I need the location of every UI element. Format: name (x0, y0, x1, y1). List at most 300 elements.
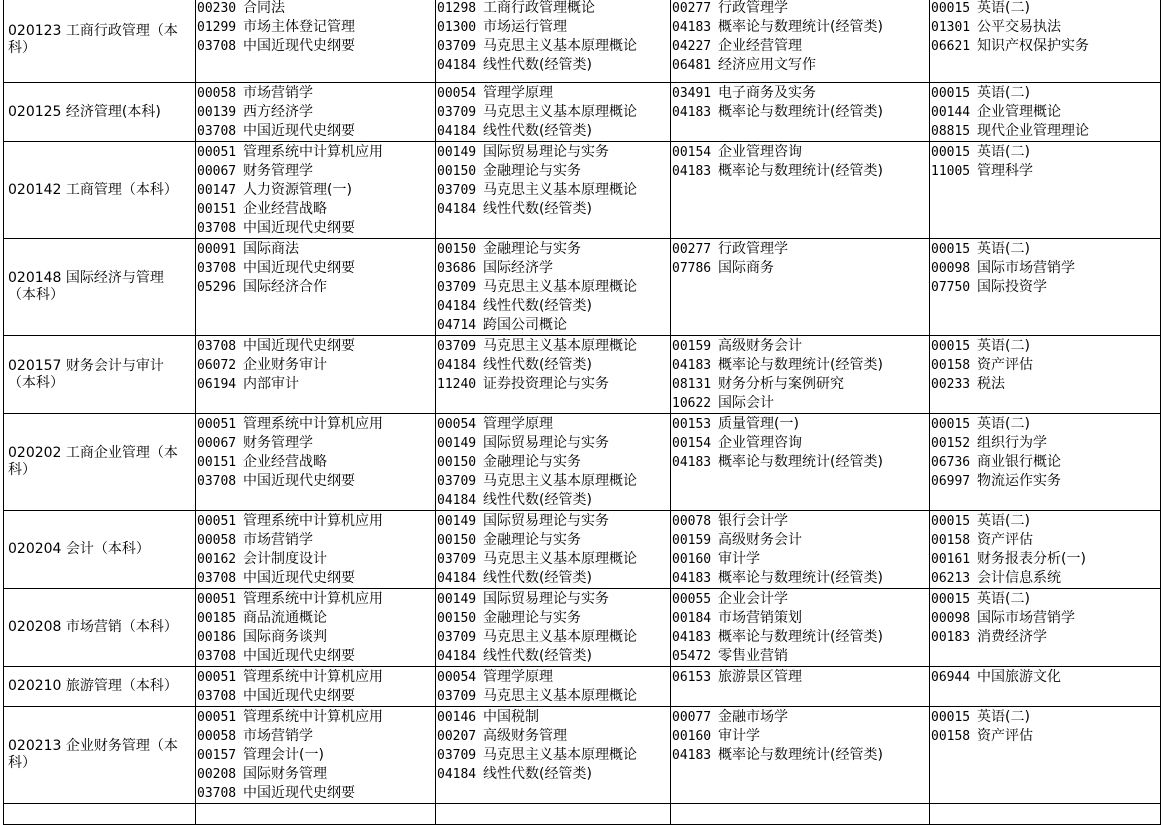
course-entry (436, 103, 670, 122)
course-code: 00183 (931, 630, 971, 645)
course-code: 03686 (437, 261, 477, 276)
course-name: 市场营销学 (243, 728, 313, 744)
course-entry (436, 143, 670, 162)
course-code: 00150 (437, 164, 477, 179)
course-name: 英语(二) (977, 241, 1030, 257)
exam-slot-cell (930, 414, 1161, 511)
course-code: 06072 (197, 358, 237, 373)
exam-slot-cell (671, 511, 930, 589)
course-code: 04184 (437, 358, 477, 373)
course-code: 01300 (437, 20, 477, 35)
exam-slot-cell (671, 336, 930, 414)
course-code: 00015 (931, 592, 971, 607)
course-code: 06481 (672, 58, 712, 73)
course-entry (436, 84, 670, 103)
course-name: 英语(二) (977, 513, 1030, 529)
course-entry (930, 434, 1160, 453)
course-entry (436, 240, 670, 259)
course-code: 00150 (437, 455, 477, 470)
course-entry (930, 259, 1160, 278)
course-code: 04227 (672, 39, 712, 54)
course-name: 管理系统中计算机应用 (243, 709, 383, 725)
course-code: 03709 (437, 689, 477, 704)
course-entry (436, 0, 670, 18)
course-code: 00058 (197, 729, 237, 744)
course-entry (196, 84, 435, 103)
course-entry (671, 746, 929, 765)
course-entry (930, 453, 1160, 472)
course-name: 企业经营战略 (243, 454, 327, 470)
major-row (4, 0, 1161, 83)
course-code: 04183 (672, 630, 712, 645)
course-entry (930, 569, 1160, 588)
course-code: 06153 (672, 670, 712, 685)
course-entry (196, 122, 435, 141)
course-code: 00151 (197, 202, 237, 217)
course-entry (196, 103, 435, 122)
course-code: 00058 (197, 86, 237, 101)
course-code: 06213 (931, 571, 971, 586)
course-entry (671, 240, 929, 259)
course-name: 管理学原理 (483, 669, 553, 685)
exam-slot-cell (436, 142, 671, 239)
exam-slot-cell (671, 142, 930, 239)
course-name: 工商行政管理概论 (483, 0, 595, 16)
course-code: 06997 (931, 474, 971, 489)
exam-slot-cell (196, 667, 436, 707)
course-name: 概率论与数理统计(经管类) (718, 747, 883, 763)
course-entry (436, 37, 670, 56)
course-code: 00015 (931, 1, 971, 16)
course-name: 高级财务会计 (718, 338, 802, 354)
major-row (4, 707, 1161, 804)
exam-slot-cell (436, 414, 671, 511)
course-code: 00015 (931, 417, 971, 432)
course-name: 英语(二) (977, 85, 1030, 101)
course-code: 00158 (931, 729, 971, 744)
course-code: 11005 (931, 164, 971, 179)
course-code: 00153 (672, 417, 712, 432)
course-entry (436, 259, 670, 278)
course-name: 英语(二) (977, 0, 1030, 16)
course-entry (671, 56, 929, 75)
exam-schedule-table (3, 0, 1161, 825)
course-name: 中国近现代史纲要 (243, 260, 355, 276)
course-code: 03708 (197, 221, 237, 236)
course-code: 03709 (437, 630, 477, 645)
course-code: 00159 (672, 339, 712, 354)
exam-slot-cell (671, 667, 930, 707)
major-name: 020123 工商行政管理（本科） (4, 0, 196, 83)
exam-slot-cell (930, 667, 1161, 707)
course-name: 国际贸易理论与实务 (483, 591, 609, 607)
course-code: 04184 (437, 202, 477, 217)
course-code: 04183 (672, 358, 712, 373)
course-name: 管理系统中计算机应用 (243, 144, 383, 160)
exam-slot-cell (671, 707, 930, 804)
course-code: 00051 (197, 710, 237, 725)
course-name: 国际会计 (718, 395, 774, 411)
course-code: 03708 (197, 39, 237, 54)
course-code: 07786 (672, 261, 712, 276)
course-code: 00160 (672, 552, 712, 567)
empty-cell (930, 804, 1161, 825)
course-name: 马克思主义基本原理概论 (483, 629, 637, 645)
exam-slot-cell (196, 83, 436, 142)
course-code: 00277 (672, 242, 712, 257)
course-code: 00067 (197, 164, 237, 179)
course-code: 03708 (197, 786, 237, 801)
course-name: 公平交易执法 (977, 19, 1061, 35)
exam-slot-cell (930, 239, 1161, 336)
course-entry (196, 375, 435, 394)
course-code: 03709 (437, 105, 477, 120)
course-name: 市场营销策划 (718, 610, 802, 626)
course-name: 物流运作实务 (977, 473, 1061, 489)
course-code: 00160 (672, 729, 712, 744)
course-name: 行政管理学 (718, 241, 788, 257)
course-code: 00186 (197, 630, 237, 645)
course-code: 00051 (197, 670, 237, 685)
exam-slot-cell (930, 589, 1161, 667)
exam-schedule-body (4, 0, 1161, 825)
major-name: 020208 市场营销（本科） (4, 589, 196, 667)
exam-slot-cell (930, 336, 1161, 414)
course-code: 04184 (437, 124, 477, 139)
course-code: 00051 (197, 514, 237, 529)
course-name: 财务管理学 (243, 163, 313, 179)
course-code: 00015 (931, 514, 971, 529)
course-entry (436, 200, 670, 219)
course-name: 概率论与数理统计(经管类) (718, 629, 883, 645)
course-entry (436, 531, 670, 550)
course-name: 马克思主义基本原理概论 (483, 473, 637, 489)
course-entry (930, 472, 1160, 491)
course-code: 00051 (197, 145, 237, 160)
course-entry (436, 491, 670, 510)
course-entry (196, 746, 435, 765)
course-name: 金融理论与实务 (483, 163, 581, 179)
course-name: 国际财务管理 (243, 766, 327, 782)
exam-slot-cell (196, 589, 436, 667)
course-name: 中国近现代史纲要 (243, 473, 355, 489)
course-code: 04183 (672, 748, 712, 763)
course-entry (930, 278, 1160, 297)
course-entry (671, 453, 929, 472)
course-entry (436, 727, 670, 746)
course-code: 06944 (931, 670, 971, 685)
course-code: 04184 (437, 493, 477, 508)
course-code: 03708 (197, 689, 237, 704)
course-name: 审计学 (718, 728, 760, 744)
exam-slot-cell (671, 83, 930, 142)
course-name: 概率论与数理统计(经管类) (718, 570, 883, 586)
course-name: 西方经济学 (243, 104, 313, 120)
course-name: 现代企业管理理论 (977, 123, 1089, 139)
course-code: 00151 (197, 455, 237, 470)
course-name: 金融理论与实务 (483, 610, 581, 626)
course-entry (196, 609, 435, 628)
major-name: 020213 企业财务管理（本科） (4, 707, 196, 804)
course-code: 00051 (197, 417, 237, 432)
course-entry (196, 415, 435, 434)
course-entry (671, 394, 929, 413)
course-name: 马克思主义基本原理概论 (483, 279, 637, 295)
course-entry (671, 0, 929, 18)
course-name: 资产评估 (977, 532, 1033, 548)
course-code: 03709 (437, 183, 477, 198)
major-name: 020125 经济管理(本科) (4, 83, 196, 142)
course-code: 04183 (672, 164, 712, 179)
course-code: 00015 (931, 86, 971, 101)
course-code: 03709 (437, 748, 477, 763)
course-entry (436, 765, 670, 784)
course-entry (196, 0, 435, 18)
course-name: 国际投资学 (977, 279, 1047, 295)
course-entry (436, 569, 670, 588)
course-name: 企业会计学 (718, 591, 788, 607)
course-name: 管理会计(一) (243, 747, 324, 763)
course-entry (671, 647, 929, 666)
course-code: 10622 (672, 396, 712, 411)
course-name: 知识产权保护实务 (977, 38, 1089, 54)
course-code: 03708 (197, 474, 237, 489)
course-name: 行政管理学 (718, 0, 788, 16)
empty-cell (436, 804, 671, 825)
course-entry (436, 56, 670, 75)
course-entry (671, 628, 929, 647)
course-entry (671, 356, 929, 375)
course-name: 商业银行概论 (977, 454, 1061, 470)
course-entry (196, 531, 435, 550)
course-entry (436, 162, 670, 181)
course-entry (671, 337, 929, 356)
course-entry (196, 628, 435, 647)
course-entry (930, 122, 1160, 141)
course-entry (196, 240, 435, 259)
course-code: 00054 (437, 86, 477, 101)
course-name: 管理学原理 (483, 85, 553, 101)
course-entry (196, 708, 435, 727)
course-entry (436, 337, 670, 356)
course-name: 中国近现代史纲要 (243, 220, 355, 236)
course-name: 马克思主义基本原理概论 (483, 747, 637, 763)
course-name: 国际贸易理论与实务 (483, 435, 609, 451)
course-name: 管理科学 (977, 163, 1033, 179)
course-name: 线性代数(经管类) (483, 357, 592, 373)
course-code: 05296 (197, 280, 237, 295)
course-entry (930, 162, 1160, 181)
course-code: 03491 (672, 86, 712, 101)
course-name: 企业经营战略 (243, 201, 327, 217)
course-name: 马克思主义基本原理概论 (483, 104, 637, 120)
course-entry (436, 609, 670, 628)
course-entry (436, 122, 670, 141)
course-code: 00149 (437, 145, 477, 160)
course-code: 03709 (437, 280, 477, 295)
course-code: 00054 (437, 417, 477, 432)
course-entry (436, 297, 670, 316)
course-entry (930, 531, 1160, 550)
course-entry (671, 162, 929, 181)
exam-slot-cell (196, 239, 436, 336)
course-entry (436, 746, 670, 765)
course-code: 00233 (931, 377, 971, 392)
major-row (4, 336, 1161, 414)
empty-cell (4, 804, 196, 825)
course-code: 00015 (931, 710, 971, 725)
course-name: 英语(二) (977, 144, 1030, 160)
course-name: 管理学原理 (483, 416, 553, 432)
course-name: 合同法 (243, 0, 285, 16)
course-name: 会计信息系统 (977, 570, 1061, 586)
course-name: 线性代数(经管类) (483, 298, 592, 314)
course-entry (436, 512, 670, 531)
course-code: 03709 (437, 39, 477, 54)
course-entry (436, 375, 670, 394)
course-code: 04184 (437, 571, 477, 586)
course-entry (196, 181, 435, 200)
course-code: 04714 (437, 318, 477, 333)
exam-slot-cell (930, 511, 1161, 589)
course-entry (671, 259, 929, 278)
major-name: 020157 财务会计与审计（本科） (4, 336, 196, 414)
course-code: 00208 (197, 767, 237, 782)
empty-cell (196, 804, 436, 825)
course-code: 07750 (931, 280, 971, 295)
course-code: 00058 (197, 533, 237, 548)
course-entry (196, 453, 435, 472)
course-entry (436, 708, 670, 727)
course-code: 04183 (672, 571, 712, 586)
course-code: 00055 (672, 592, 712, 607)
course-entry (196, 356, 435, 375)
course-name: 电子商务及实务 (718, 85, 816, 101)
course-name: 国际经济合作 (243, 279, 327, 295)
course-entry (196, 550, 435, 569)
major-row (4, 414, 1161, 511)
course-name: 马克思主义基本原理概论 (483, 182, 637, 198)
course-name: 财务报表分析(一) (977, 551, 1086, 567)
course-entry (671, 37, 929, 56)
course-name: 中国税制 (483, 709, 539, 725)
course-name: 市场营销学 (243, 85, 313, 101)
course-entry (436, 590, 670, 609)
major-name: 020204 会计（本科） (4, 511, 196, 589)
course-name: 质量管理(一) (718, 416, 799, 432)
course-name: 企业经营管理 (718, 38, 802, 54)
course-name: 中国近现代史纲要 (243, 123, 355, 139)
course-code: 04183 (672, 455, 712, 470)
course-name: 英语(二) (977, 709, 1030, 725)
exam-slot-cell (671, 239, 930, 336)
exam-slot-cell (671, 0, 930, 83)
course-code: 00158 (931, 533, 971, 548)
exam-slot-cell (196, 142, 436, 239)
exam-slot-cell (436, 239, 671, 336)
course-code: 06736 (931, 455, 971, 470)
course-name: 财务管理学 (243, 435, 313, 451)
course-entry (930, 240, 1160, 259)
course-code: 00098 (931, 611, 971, 626)
course-code: 08815 (931, 124, 971, 139)
course-entry (436, 687, 670, 706)
course-code: 00149 (437, 514, 477, 529)
course-code: 00078 (672, 514, 712, 529)
course-name: 国际市场营销学 (977, 610, 1075, 626)
course-name: 英语(二) (977, 416, 1030, 432)
course-code: 04184 (437, 767, 477, 782)
exam-slot-cell (436, 336, 671, 414)
course-name: 概率论与数理统计(经管类) (718, 454, 883, 470)
course-code: 01299 (197, 20, 237, 35)
course-entry (671, 143, 929, 162)
course-name: 管理系统中计算机应用 (243, 591, 383, 607)
course-entry (436, 434, 670, 453)
course-code: 04184 (437, 58, 477, 73)
course-entry (671, 668, 929, 687)
course-code: 00015 (931, 242, 971, 257)
major-row (4, 589, 1161, 667)
course-entry (196, 18, 435, 37)
course-entry (930, 628, 1160, 647)
course-name: 市场运行管理 (483, 19, 567, 35)
course-entry (436, 316, 670, 335)
course-code: 03708 (197, 261, 237, 276)
course-name: 证券投资理论与实务 (483, 376, 609, 392)
course-entry (436, 356, 670, 375)
major-row (4, 142, 1161, 239)
course-name: 马克思主义基本原理概论 (483, 338, 637, 354)
course-name: 金融理论与实务 (483, 532, 581, 548)
exam-slot-cell (436, 0, 671, 83)
course-code: 08131 (672, 377, 712, 392)
course-code: 00161 (931, 552, 971, 567)
course-code: 03708 (197, 124, 237, 139)
course-code: 00159 (672, 533, 712, 548)
course-code: 00098 (931, 261, 971, 276)
exam-slot-cell (436, 589, 671, 667)
course-name: 企业管理咨询 (718, 435, 802, 451)
course-entry (196, 37, 435, 56)
course-name: 线性代数(经管类) (483, 57, 592, 73)
course-entry (436, 415, 670, 434)
course-entry (196, 765, 435, 784)
course-entry (671, 569, 929, 588)
exam-slot-cell (196, 414, 436, 511)
exam-slot-cell (436, 83, 671, 142)
course-name: 企业财务审计 (243, 357, 327, 373)
course-name: 国际贸易理论与实务 (483, 144, 609, 160)
course-name: 市场营销学 (243, 532, 313, 548)
course-code: 00139 (197, 105, 237, 120)
major-name: 020210 旅游管理（本科） (4, 667, 196, 707)
course-entry (930, 103, 1160, 122)
course-name: 资产评估 (977, 357, 1033, 373)
exam-slot-cell (930, 707, 1161, 804)
course-entry (436, 453, 670, 472)
course-entry (436, 18, 670, 37)
major-row (4, 667, 1161, 707)
course-entry (671, 512, 929, 531)
course-code: 00077 (672, 710, 712, 725)
course-code: 00091 (197, 242, 237, 257)
course-name: 零售业营销 (718, 648, 788, 664)
course-code: 04184 (437, 649, 477, 664)
course-code: 00154 (672, 436, 712, 451)
course-name: 中国旅游文化 (977, 669, 1061, 685)
course-code: 00051 (197, 592, 237, 607)
